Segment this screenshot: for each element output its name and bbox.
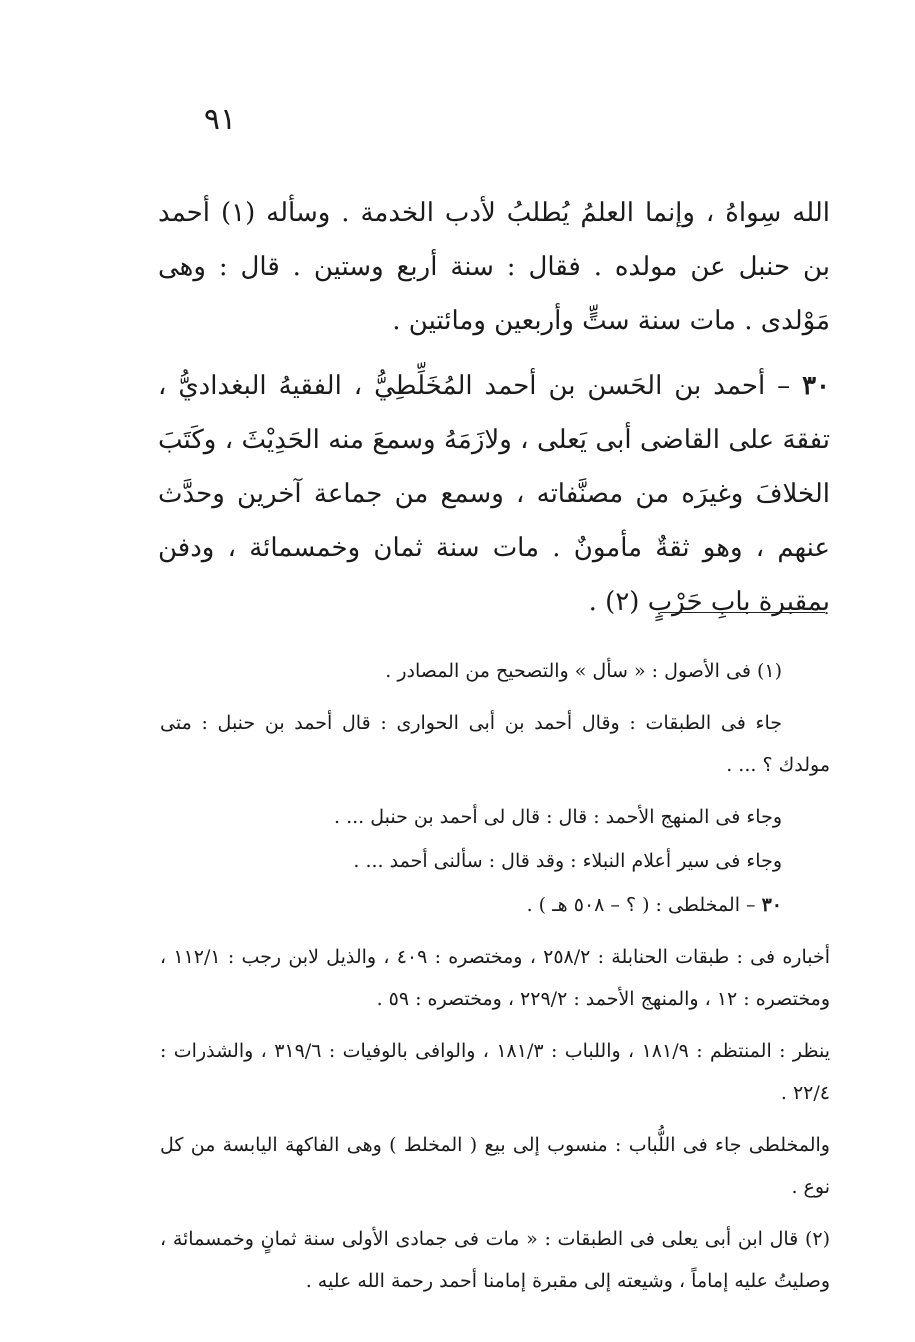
- entry-number: ٣٠: [802, 371, 830, 401]
- footnote-separator: [660, 612, 825, 613]
- page-number: ٩١: [203, 102, 237, 137]
- footnote-2: (٢) قال ابن أبى يعلى فى الطبقات : « مات فى جمادى الأولى سنة ثمانٍ وخمسمائة ، وصليتُ عليه إماماً ، وشيعته إلى مقبرة إمامنا أحمد رحمة الله عليه .: [160, 1228, 830, 1292]
- footnote-text: أخباره فى : طبقات الحنابلة : ٢٥٨/٢ ، ومختصره : ٤٠٩ ، والذيل لابن رجب : ١١٢/١ ، ومختصره : ١٢ ، والمنهج الأحمد : ٢٢٩/٢ ، ومختصره : ٥٩ .: [160, 946, 830, 1010]
- footnote-entry-number: ٣٠: [761, 894, 782, 916]
- footnote-1: (١) فى الأصول : « سأل » والتصحيح من المصادر .: [385, 660, 782, 682]
- footnotes: [160, 650, 830, 1312]
- paragraph-continuation: الله سِواهُ ، وإنما العلمُ يُطلبُ لأدب الخدمة . وسأله (١) أحمد بن حنبل عن مولده . فقال : سنة أربع وستين . قال : وهى مَوْلدى . مات سنة ستٍّ وأربعين ومائتين .: [158, 198, 831, 336]
- footnote-entry-30: [160, 884, 830, 926]
- paragraph-entry-30: [158, 359, 830, 629]
- entry-text: أحمد بن الحَسن بن أحمد المُخَلِّطِيُّ ، الفقيهُ البغداديُّ ، تفقهَ على القاضى أبى يَعلى ، ولازَمَهُ وسمعَ منه الحَدِيْثَ ، وكَتَبَ الخلافَ وغيرَه من مصنَّفاته ، وسمع من جماعة آخرين وحدَّث عنهم ، وهو ثقةٌ مأمونٌ . مات سنة ثمان وخمسمائة ، ودفن بمقبرة بابِ حَرْبٍ (٢) .: [158, 371, 830, 617]
- footnote-text: وجاء فى المنهج الأحمد : قال : قال لى أحمد بن حنبل ... .: [334, 806, 782, 828]
- footnote-text: جاء فى الطبقات : وقال أحمد بن أبى الحوارى : قال أحمد بن حنبل : متى مولدك ؟ ... .: [160, 712, 830, 776]
- footnote-entry-title: – المخلطى : ( ؟ – ٥٠٨ هـ ) .: [526, 894, 762, 916]
- entry-dash: –: [765, 371, 803, 401]
- footnote-text: والمخلطى جاء فى اللُّباب : منسوب إلى بيع ( المخلط ) وهى الفاكهة اليابسة من كل نوع .: [160, 1134, 830, 1198]
- footnote-text: ينظر : المنتظم : ١٨١/٩ ، واللباب : ١٨١/٣ ، والوافى بالوفيات : ٣١٩/٦ ، والشذرات : ٢٢/٤ .: [160, 1040, 830, 1104]
- footnote-text: وجاء فى سير أعلام النبلاء : وقد قال : سألنى أحمد ... .: [353, 850, 782, 872]
